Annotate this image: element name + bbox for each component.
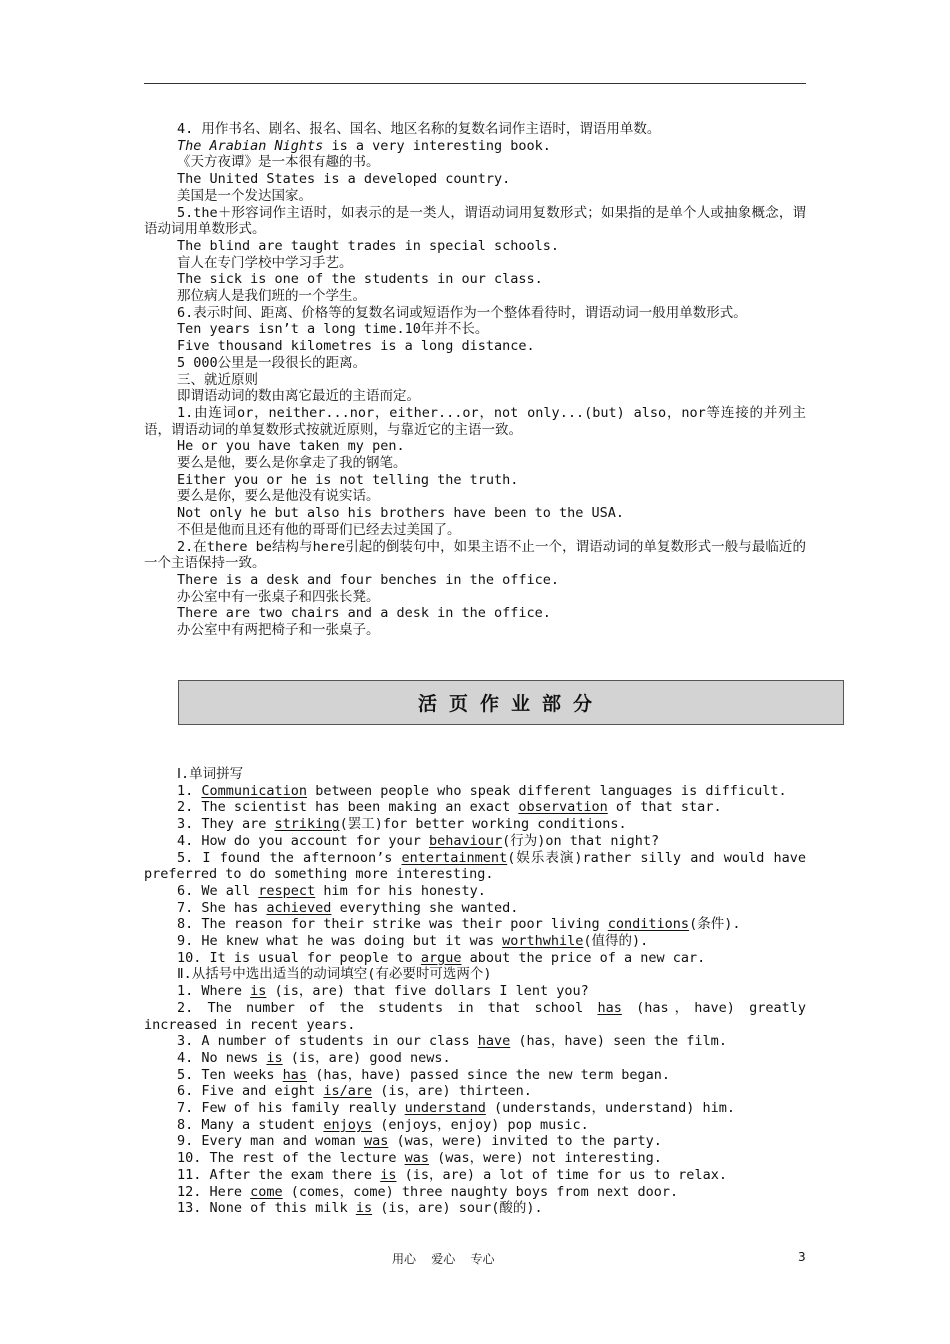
banner-title: 活页作业部分 <box>417 693 604 715</box>
rule-5-example-2-cn: 那位病人是我们班的一个学生。 <box>177 288 366 305</box>
near-rule-2-example-2: There are two chairs and a desk in the office. <box>177 605 551 622</box>
verb-choice-item-4 <box>144 1050 806 1067</box>
item-text: him for his honesty. <box>315 882 486 899</box>
item-text: (enjoys，enjoy) pop music. <box>372 1116 589 1133</box>
item-answer: is/are <box>323 1083 373 1100</box>
item-text: (has，have) greatly increased in recent years. <box>144 999 806 1033</box>
item-text: (is，are) that five dollars I lent you? <box>266 983 589 1000</box>
item-text: 3. A number of students in our class <box>177 1033 478 1050</box>
rule-5-title: 5.the＋形容词作主语时，如表示的是一类人，谓语动词用复数形式；如果指的是单个人或抽象概念，谓语动词用单数形式。 <box>144 204 806 238</box>
verb-choice-item-7 <box>144 1100 806 1117</box>
verb-choice-item-12 <box>144 1184 806 1201</box>
header-rule <box>144 83 806 84</box>
spelling-item-9 <box>144 933 806 950</box>
spelling-item-8 <box>144 916 806 933</box>
item-text: 5. I found the afternoon’s <box>177 849 402 866</box>
item-text: 10. It is usual for people to <box>177 949 421 966</box>
item-answer: was <box>363 1133 389 1150</box>
item-answer: was <box>404 1150 429 1167</box>
item-answer: achieved <box>266 899 332 916</box>
spelling-item-10 <box>144 950 806 967</box>
verb-choice-item-10 <box>144 1150 806 1167</box>
item-text: 6. We all <box>177 882 259 899</box>
item-text: about the price of a new car. <box>461 949 706 966</box>
near-rule-1-example-3: Not only he but also his brothers have been to the USA. <box>177 505 625 522</box>
item-text: (is，are) a lot of time for us to relax. <box>396 1166 727 1183</box>
verb-choice-item-9 <box>144 1133 806 1150</box>
page-footer <box>0 1250 950 1270</box>
item-answer: enjoys <box>323 1116 373 1133</box>
page-number: 3 <box>798 1250 806 1264</box>
item-answer: striking <box>274 816 340 833</box>
spelling-item-6 <box>144 883 806 900</box>
verb-choice-item-5 <box>144 1067 806 1084</box>
item-answer: understand <box>404 1100 486 1117</box>
rule-6-example-2: Five thousand kilometres is a long distance. <box>177 338 535 355</box>
near-rule-1-title: 1.由连词or，neither...nor，either...or，not only...(but) also，nor等连接的并列主语，谓语动词的单复数形式按就近原则，与靠近它的主语一致。 <box>144 404 806 438</box>
rule-6-example-2-cn: 5 000公里是一段很长的距离。 <box>177 354 367 371</box>
item-answer: observation <box>518 799 608 816</box>
section-3-desc: 即谓语动词的数由离它最近的主语而定。 <box>177 388 420 405</box>
verb-choice-item-13 <box>144 1200 806 1217</box>
item-text: between people who speak different languages is difficult. <box>307 782 787 799</box>
spelling-item-4 <box>144 833 806 850</box>
item-text: 3. They are <box>177 816 275 833</box>
item-text: 2. The scientist has been making an exact <box>177 799 519 816</box>
item-text: (行为)on that night? <box>502 832 660 849</box>
item-answer: entertainment <box>401 849 508 866</box>
item-answer: has <box>597 999 622 1016</box>
spelling-item-3 <box>144 816 806 833</box>
book-title: The Arabian Nights <box>177 137 324 154</box>
item-text: (娱乐表演)rather silly and would have preferred to do something more interesting. <box>144 849 807 883</box>
verb-choice-item-1 <box>144 983 806 1000</box>
item-text: 10. The rest of the lecture <box>177 1150 405 1167</box>
item-text: 8. Many a student <box>177 1116 324 1133</box>
item-text: everything she wanted. <box>331 899 519 916</box>
near-rule-2-example-2-cn: 办公室中有两把椅子和一张桌子。 <box>177 622 380 639</box>
rule-4-example-1: The Arabian Nights is a very interesting book. <box>177 137 551 154</box>
item-answer: Communication <box>201 782 308 799</box>
rule-5-example-1: The blind are taught trades in special schools. <box>177 237 560 254</box>
item-text: 1. Where <box>177 983 251 1000</box>
rule-6-title: 6.表示时间、距离、价格等的复数名词或短语作为一个整体看待时，谓语动词一般用单数形式。 <box>177 304 747 321</box>
rule-4-example-2-cn: 美国是一个发达国家。 <box>177 187 312 204</box>
item-text: (understands，understand) him. <box>485 1100 736 1117</box>
part-1-title: Ⅰ.单词拼写 <box>177 766 244 782</box>
item-answer: is <box>266 1049 283 1066</box>
item-answer: conditions <box>607 916 690 933</box>
near-rule-2-title: 2.在there be结构与here引起的倒装句中，如果主语不止一个，谓语动词的单复数形式一般与最临近的一个主语保持一致。 <box>144 538 806 572</box>
item-text: (comes，come) three naughty boys from next door. <box>282 1183 679 1200</box>
item-answer: has <box>282 1066 308 1083</box>
near-rule-1-example-2: Either you or he is not telling the truth. <box>177 471 519 488</box>
item-text: (was，were) invited to the party. <box>388 1133 662 1150</box>
rule-5-example-1-cn: 盲人在专门学校中学习手艺。 <box>177 254 353 271</box>
rule-6-example-1: Ten years isn’t a long time.10年并不长。 <box>177 321 489 338</box>
item-answer: have <box>477 1033 511 1050</box>
item-text: 7. She has <box>177 899 267 916</box>
item-text: 6. Five and eight <box>177 1083 324 1100</box>
rule-5-example-2: The sick is one of the students in our class. <box>177 271 543 288</box>
verb-choice-item-6 <box>144 1083 806 1100</box>
item-answer: come <box>250 1183 283 1200</box>
near-rule-2-example-1-cn: 办公室中有一张桌子和四张长凳。 <box>177 588 380 605</box>
item-text: 7. Few of his family really <box>177 1100 405 1117</box>
item-answer: argue <box>420 949 462 966</box>
item-text: 1. <box>177 782 202 799</box>
item-text: (值得的). <box>583 933 649 950</box>
section-3-title: 三、就近原则 <box>177 371 258 388</box>
part-2-list <box>144 983 806 1217</box>
item-text: (has，have) seen the film. <box>510 1033 727 1050</box>
item-text: 2. The number of the students in that school <box>177 999 598 1016</box>
near-rule-1-example-2-cn: 要么是你，要么是他没有说实话。 <box>177 488 380 505</box>
part-1-list <box>144 783 806 967</box>
verb-choice-item-8 <box>144 1117 806 1134</box>
near-rule-2-example-1: There is a desk and four benches in the office. <box>177 571 560 588</box>
part-2-title: Ⅱ.从括号中选出适当的动词填空(有必要时可选两个) <box>177 966 492 983</box>
item-text: 12. Here <box>177 1183 251 1200</box>
grammar-rules <box>144 121 806 639</box>
item-text: 4. No news <box>177 1049 267 1066</box>
item-text: 9. Every man and woman <box>177 1133 364 1150</box>
item-text: 11. After the exam there <box>177 1166 381 1183</box>
item-text: 5. Ten weeks <box>177 1066 283 1083</box>
item-text: 9. He knew what he was doing but it was <box>177 933 503 950</box>
item-answer: is <box>380 1166 397 1183</box>
item-answer: is <box>250 983 267 1000</box>
item-text: 4. How do you account for your <box>177 832 429 849</box>
item-text: 13. None of this milk <box>177 1200 356 1217</box>
verb-choice-item-2 <box>144 1000 806 1033</box>
rule-4-title: 4. 用作书名、剧名、报名、国名、地区名称的复数名词作主语时，谓语用单数。 <box>177 121 661 137</box>
spelling-item-7 <box>144 900 806 917</box>
item-text: (is，are) sour(酸的). <box>372 1200 543 1217</box>
spelling-item-5 <box>144 850 806 883</box>
item-text: of that star. <box>607 799 722 816</box>
item-answer: respect <box>258 882 316 899</box>
item-text: (is，are) thirteen. <box>372 1083 532 1100</box>
rule-4-example-1-cn: 《天方夜谭》是一本很有趣的书。 <box>177 154 380 171</box>
near-rule-1-example-1: He or you have taken my pen. <box>177 438 405 455</box>
item-answer: worthwhile <box>502 933 584 950</box>
spelling-item-1 <box>144 783 806 800</box>
near-rule-1-example-3-cn: 不但是他而且还有他的哥哥们已经去过美国了。 <box>177 521 461 538</box>
exercises <box>144 766 806 1217</box>
section-banner <box>178 680 844 725</box>
footer-motto: 用心 爱心 专心 <box>392 1252 495 1266</box>
item-answer: is <box>355 1200 373 1217</box>
item-text: (条件). <box>689 916 741 933</box>
item-text: (was，were) not interesting. <box>428 1150 662 1167</box>
item-text: (has，have) passed since the new term began. <box>307 1066 671 1083</box>
verb-choice-item-3 <box>144 1033 806 1050</box>
verb-choice-item-11 <box>144 1167 806 1184</box>
item-text: 8. The reason for their strike was their poor living <box>177 916 608 933</box>
near-rule-1-example-1-cn: 要么是他，要么是你拿走了我的钢笔。 <box>177 455 407 472</box>
item-text: (罢工)for better working conditions. <box>339 816 627 833</box>
spelling-item-2 <box>144 799 806 816</box>
item-text: (is，are) good news. <box>282 1049 451 1066</box>
rule-4-example-2: The United States is a developed country. <box>177 171 511 188</box>
item-answer: behaviour <box>428 832 503 849</box>
